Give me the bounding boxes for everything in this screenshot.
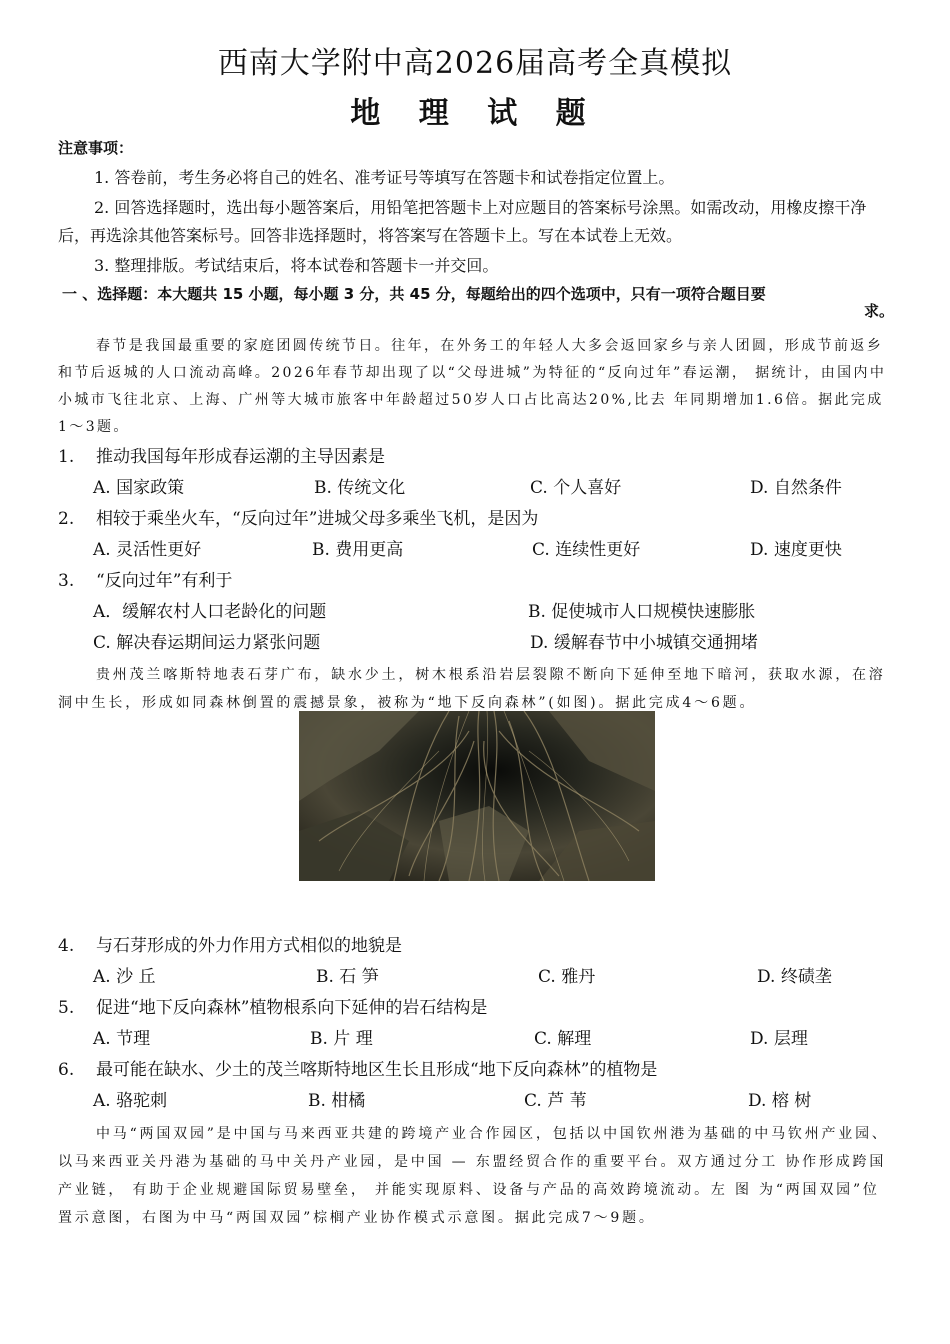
question-number: 3. <box>58 571 75 591</box>
cave-root-forest-photo <box>299 711 655 881</box>
question-5 <box>58 996 487 1020</box>
option-b: B. 费用更高 <box>312 540 404 560</box>
question-4 <box>58 934 402 958</box>
question-text: 与石芽形成的外力作用方式相似的地貌是 <box>96 936 402 956</box>
option-b: B. 促使城市人口规模快速膨胀 <box>528 602 756 622</box>
question-text: 促进“地下反向森林”植物根系向下延伸的岩石结构是 <box>96 998 488 1018</box>
question-text: “反向过年”有利于 <box>96 571 233 591</box>
option-b: B. 片 理 <box>310 1029 373 1049</box>
note-item-2: 2. 回答选择题时，选出每小题答案后，用铅笔把答题卡上对应题目的答案标号涂黑。如需改动，用橡皮擦干净后，再选涂其他答案标号。回答非选择题时，将答案写在答题卡上。写在本试卷上无效。 <box>58 198 867 245</box>
material-karst-forest: 贵州茂兰喀斯特地表石芽广布，缺水少土，树木根系沿岩层裂隙不断向下延伸至地下暗河，获取水源，在溶洞中生长，形成如同森林倒置的震撼景象，被称为“地下反向森林”(如图)。据此完成4～6题。 <box>58 667 886 711</box>
option-d: D. 缓解春节中小城镇交通拥堵 <box>530 633 758 653</box>
question-1 <box>58 445 385 469</box>
option-b: B. 石 笋 <box>316 967 379 987</box>
note-item-1: 1. 答卷前，考生务必将自己的姓名、准考证号等填写在答题卡和试卷指定位置上。 <box>94 168 675 187</box>
option-a: A. 节理 <box>93 1029 151 1049</box>
question-2 <box>58 507 538 531</box>
material-two-countries-parks: 中马“两国双园”是中国与马来西亚共建的跨境产业合作园区，包括以中国钦州港为基础的中马钦州产业园、以马来西亚关丹港为基础的马中关丹产业园，是中国 — 东盟经贸合作的重要平台。双方通过分工 协作形成跨国产业链， 有助于企业规避国际贸易壁垒， 并能实现原料、设备与产品的高效跨境流动。左 图 为“两国双园”位置示意图，右图为中马“两国双园”棕榈产业协作模式示意图。据此完成7～9题。 <box>58 1126 889 1226</box>
question-number: 2. <box>58 509 75 529</box>
question-3 <box>58 569 232 593</box>
option-d: D. 速度更快 <box>750 540 842 560</box>
section-heading-end: 求。 <box>863 302 894 320</box>
option-a: A. 沙 丘 <box>93 967 156 987</box>
option-d: D. 层理 <box>750 1029 808 1049</box>
option-a: A．缓解农村人口老龄化的问题 <box>93 602 327 622</box>
option-c: C. 雅丹 <box>538 967 596 987</box>
option-c: C. 连续性更好 <box>532 540 641 560</box>
option-b: B. 柑橘 <box>308 1091 366 1111</box>
option-c: C. 解决春运期间运力紧张问题 <box>93 633 321 653</box>
option-b: B. 传统文化 <box>314 478 406 498</box>
notes-heading: 注意事项： <box>58 139 134 157</box>
question-text: 相较于乘坐火车，“反向过年”进城父母多乘坐飞机，是因为 <box>96 509 539 529</box>
material-spring-festival: 春节是我国最重要的家庭团圆传统节日。往年，在外务工的年轻人大多会返回家乡与亲人团圆，形成节前返乡和节后返城的人口流动高峰。2026年春节却出现了以“父母进城”为特征的“反向过年”春运潮， 据统计，由国内中小城市飞往北京、上海、广州等大城市旅客中年龄超过50岁人口占比高达20%,比去 年同期增加1.6倍。据此完成1～3题。 <box>58 338 887 435</box>
option-a: A. 国家政策 <box>93 478 185 498</box>
option-c: C. 芦 苇 <box>524 1091 587 1111</box>
section-heading <box>62 286 900 320</box>
option-d: D. 自然条件 <box>750 478 842 498</box>
question-6 <box>58 1058 657 1082</box>
option-a: A. 骆驼刺 <box>93 1091 168 1111</box>
question-text: 推动我国每年形成春运潮的主导因素是 <box>96 447 385 467</box>
option-d: D. 终碛垄 <box>757 967 832 987</box>
question-number: 6. <box>58 1060 75 1080</box>
question-number: 4. <box>58 936 75 956</box>
section-heading-text: 一 、选择题：本大题共 15 小题，每小题 3 分，共 45 分，每题给出的四个选项中，只有一项符合题目要 <box>62 285 766 303</box>
option-a: A. 灵活性更好 <box>93 540 202 560</box>
question-number: 1. <box>58 447 75 467</box>
question-number: 5. <box>58 998 75 1018</box>
note-item-3: 3. 整理排版。考试结束后，将本试卷和答题卡一并交回。 <box>94 256 499 275</box>
exam-title: 西南大学附中高2026届高考全真模拟 <box>217 46 733 81</box>
question-text: 最可能在缺水、少土的茂兰喀斯特地区生长且形成“地下反向森林”的植物是 <box>96 1060 658 1080</box>
option-c: C. 个人喜好 <box>530 478 622 498</box>
option-d: D. 榕 树 <box>748 1091 812 1111</box>
option-c: C. 解理 <box>534 1029 592 1049</box>
exam-subtitle: 地 理 试 题 <box>350 96 600 131</box>
